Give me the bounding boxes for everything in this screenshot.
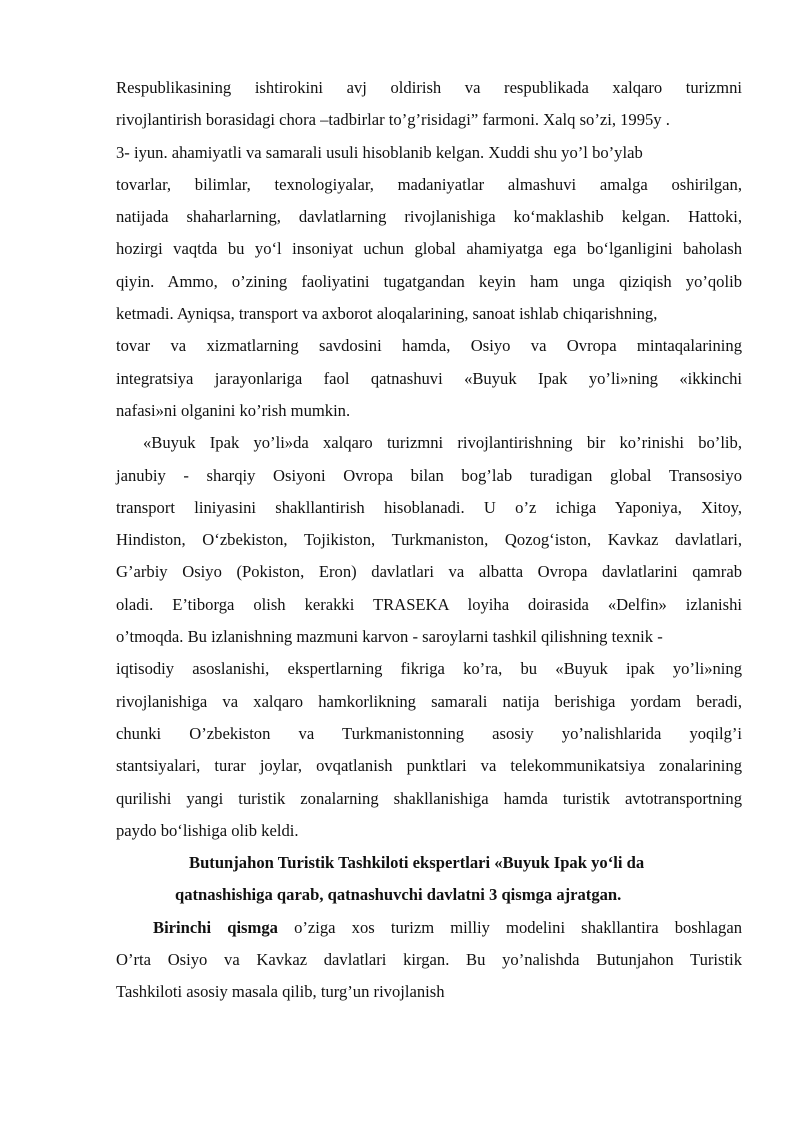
text-line: chunki O’zbekiston va Turkmanistonning asosiy yo’nalishlarida yoqilg’i — [116, 723, 742, 743]
text-line: O’rta Osiyo va Kavkaz davlatlari kirgan. Bu yo’nalishda Butunjahon Turistik — [116, 950, 742, 970]
text-line: oladi. E’tiborga olish kerakki TRASEKA loyiha doirasida «Delfin» izlanishi — [116, 594, 742, 614]
text-line: ketmadi. Ayniqsa, transport va axborot aloqalarining, sanoat ishlab chiqarishning, — [116, 304, 658, 324]
text-line: integratsiya jarayonlariga faol qatnashuvi «Buyuk Ipak yo’li»ning «ikkinchi — [116, 368, 742, 388]
text-line: qiyin. Ammo, o’zining faoliyatini tugatgandan keyin ham unga qiziqish yo’qolib — [116, 271, 742, 291]
paragraph-transosiyo — [116, 427, 742, 847]
bold-lead: Birinchi qismga — [153, 917, 278, 937]
text-line: Tashkiloti asosiy masala qilib, turg’un rivojlanish — [116, 982, 445, 1002]
document-page — [116, 72, 742, 1009]
paragraph-farmoni — [116, 72, 742, 427]
text-line: paydo boʻlishiga olib keldi. — [116, 820, 299, 840]
text-line: o’tmoqda. Bu izlanishning mazmuni karvon - saroylarni tashkil qilishning texnik - — [116, 627, 663, 647]
text-line: Hindiston, Oʻzbekiston, Tojikiston, Turkmaniston, Qozogʻiston, Kavkaz davlatlari, — [116, 530, 742, 550]
text-line: nafasi»ni olganini ko’rish mumkin. — [116, 400, 351, 420]
text-line: «Buyuk Ipak yo’li»da xalqaro turizmni rivojlantirishning bir ko’rinishi bo’lib, — [143, 433, 742, 453]
text-line: natijada shaharlarning, davlatlarning rivojlanishiga koʻmaklashib kelgan. Hattoki, — [116, 207, 742, 227]
text-line: rivojlantirish borasidagi chora –tadbirlar to’g’risidagi” farmoni. Xalq so’zi, 1995y . — [116, 110, 670, 130]
text-line: rivojlanishiga va xalqaro hamkorlikning samarali natija berishiga yordam beradi, — [116, 691, 742, 711]
text-line: tovar va xizmatlarning savdosini hamda, Osiyo va Ovropa mintaqalarining — [116, 336, 742, 356]
text-line: G’arbiy Osiyo (Pokiston, Eron) davlatlari va albatta Ovropa davlatlarini qamrab — [116, 562, 742, 582]
text-line: hozirgi vaqtda bu yoʻl insoniyat uchun global ahamiyatga ega boʻlganligini baholash — [116, 239, 742, 259]
text-run: o’ziga xos turizm milliy modelini shakllantira boshlagan — [277, 917, 742, 937]
text-line: iqtisodiy asoslanishi, ekspertlarning fikriga ko’ra, bu «Buyuk ipak yo’li»ning — [116, 659, 742, 679]
text-line: qurilishi yangi turistik zonalarning shakllanishiga hamda turistik avtotransportning — [116, 788, 742, 808]
text-line: tovarlar, bilimlar, texnologiyalar, madaniyatlar almashuvi amalga oshirilgan, — [116, 174, 742, 194]
heading-line: qatnashishiga qarab, qatnashuvchi davlatni 3 qismga ajratgan. — [175, 885, 622, 905]
paragraph-birinchi-qism — [116, 912, 742, 1009]
text-line: janubiy - sharqiy Osiyoni Ovropa bilan bog’lab turadigan global Transosiyo — [116, 465, 742, 485]
heading-line: Butunjahon Turistik Tashkiloti ekspertlari «Buyuk Ipak yoʻli da — [189, 853, 645, 873]
text-line: stantsiyalari, turar joylar, ovqatlanish punktlari va telekommunikatsiya zonalarining — [116, 756, 742, 776]
text-line — [116, 912, 742, 944]
section-heading — [116, 847, 742, 912]
text-line: 3- iyun. ahamiyatli va samarali usuli hisoblanib kelgan. Xuddi shu yo’l bo’ylab — [116, 142, 643, 162]
text-line: transport liniyasini shakllantirish hisoblanadi. U o’z ichiga Yaponiya, Xitoy, — [116, 497, 742, 517]
text-line: Respublikasining ishtirokini avj oldirish va respublikada xalqaro turizmni — [116, 78, 742, 97]
